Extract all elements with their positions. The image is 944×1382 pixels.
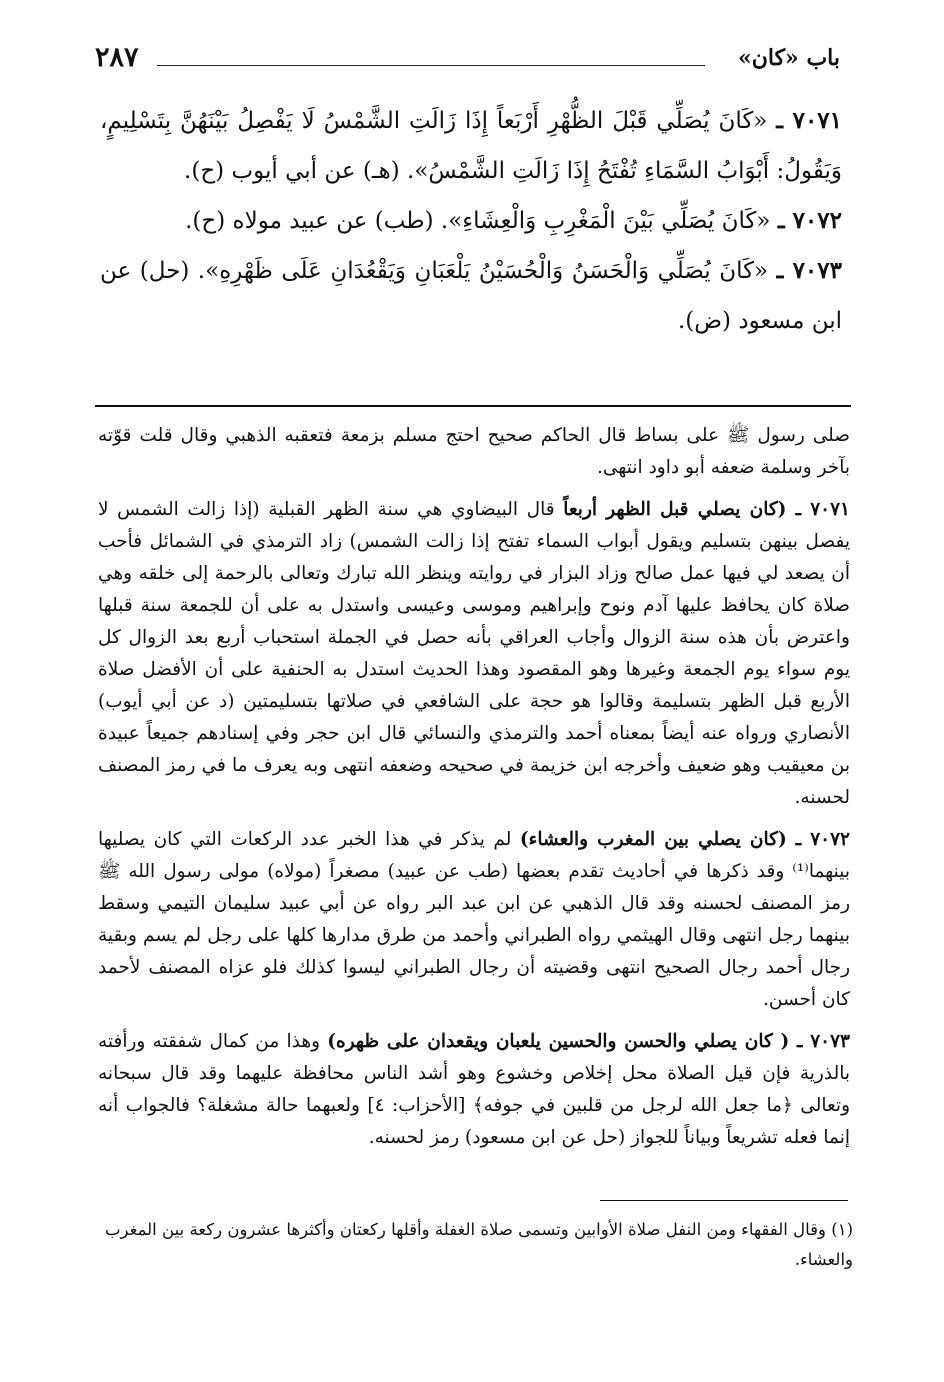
commentary-text: قال البيضاوي هي سنة الظهر القبلية (إذا زالت الشمس لا يفصل بينهن بتسليم ويقول أبواب السماء تفتح إذا زالت الشمس) زاد الترمذي في الشمائل فأحب أن يصعد لي فيها عمل صالح وزاد البزار في روايته وينظر الله تبارك وتعالى بالرحمة إلى خلقه وهي صلاة كان يحافظ عليها آدم ونوح وإبراهيم وموسى وعيسى واستدل به على أن للجمعة سنة قبلها واعترض بأن هذه سنة الزوال وأجاب العراقي بأنه حصل في الجملة استحباب أربع بعد الزوال كل يوم سواء يوم الجمعة وغيرها وهو المقصود وهذا الحديث استدل به الحنفية على أن الأفضل صلاة الأربع قبل الظهر بتسليمة وقالوا هو حجة على الشافعي في صلاتها بتسليمتين (د عن أبي أيوب) الأنصاري ورواه عنه أيضاً بمعناه أحمد والترمذي والنسائي قال ابن حجر وفي إسنادهم جميعاً عبيدة بن معيقيب وهو ضعيف وأخرجه ابن خزيمة في صحيحه وضعفه انتهى وبه يعرف ما في رمز المصنف لحسنه. bbox=[98, 499, 850, 808]
hadith-item bbox=[100, 196, 842, 246]
commentary-paragraph bbox=[98, 824, 850, 1016]
header-rule bbox=[157, 65, 705, 66]
hadith-list bbox=[100, 96, 842, 346]
commentary-section bbox=[98, 420, 850, 1164]
page-number: ٢٨٧ bbox=[95, 42, 139, 73]
hadith-item bbox=[100, 96, 842, 196]
hadith-text: «كَانَ يُصَلِّي بَيْنَ الْمَغْرِبِ وَالْعِشَاءِ». (طب) عن عبيد مولاه (ح). bbox=[185, 208, 771, 234]
hadith-number: ٧٠٧٣ ـ bbox=[776, 257, 842, 284]
commentary-lead: ٧٠٧٣ ـ ( كان يصلي والحسن والحسين يلعبان ويقعدان على ظهره) bbox=[327, 1031, 850, 1052]
commentary-paragraph bbox=[98, 494, 850, 814]
hadith-item bbox=[100, 246, 842, 346]
commentary-paragraph bbox=[98, 420, 850, 484]
hadith-text: «كَانَ يُصَلِّي وَالْحَسَنُ وَالْحُسَيْنُ يَلْعَبَانِ وَيَقْعُدَانِ عَلَى ظَهْرِهِ». (حل) عن ابن مسعود (ض). bbox=[100, 258, 842, 334]
hadith-text: «كَانَ يُصَلِّي قَبْلَ الظُّهْرِ أَرْبَعاً إِذَا زَالَتِ الشَّمْسُ لَا يَفْصِلُ بَيْنَهُنَّ بِتَسْلِيمٍ، وَيَقُولُ: أَبْوَابُ السَّمَاءِ تُفْتَحُ إِذَا زَالَتِ الشَّمْسُ». (هـ) عن أبي أيوب (ح). bbox=[100, 108, 842, 184]
commentary-lead: ٧٠٧١ ـ (كان يصلي قبل الظهر أربعاً bbox=[563, 499, 850, 520]
commentary-text: لم يذكر في هذا الخبر عدد الركعات التي كان يصليها بينهما⁽¹⁾ وقد ذكرها في أحاديث تقدم بعضها (طب عن عبيد) مصغراً (مولاه) مولى رسول الله ﷺ رمز المصنف لحسنه وقد قال الذهبي عن ابن عبد البر رواه عن أبي عبيد سليمان التيمي وسقط بينهما رجل انتهى وقال الهيثمي رواه الطبراني وأحمد من طرق مدارها كلها على رجل لم يسم وبقية رجال أحمد رجال الصحيح انتهى وقضيته أن رجال الطبراني ليسوا كذلك فلو عزاه المصنف لأحمد كان أحسن. bbox=[98, 829, 850, 1010]
commentary-paragraph bbox=[98, 1026, 850, 1154]
commentary-lead: ٧٠٧٢ ـ (كان يصلي بين المغرب والعشاء) bbox=[519, 829, 850, 850]
hadith-number: ٧٠٧١ ـ bbox=[776, 107, 843, 134]
page-header bbox=[95, 38, 840, 78]
footnote-rule bbox=[600, 1200, 848, 1201]
hadith-number: ٧٠٧٢ ـ bbox=[777, 207, 842, 234]
section-divider bbox=[95, 405, 851, 407]
commentary-text: وهذا من كمال شفقته ورأفته بالذرية فإن قيل الصلاة محل إخلاص وخشوع وهو أشد الناس محافظة عليهما وقد قال سبحانه وتعالى ﴿ما جعل الله لرجل من قلبين في جوفه﴾ [الأحزاب: ٤] ولعبهما حالة مشغلة؟ فالجواب أنه إنما فعله تشريعاً وبياناً للجواز (حل عن ابن مسعود) رمز لحسنه. bbox=[98, 1031, 851, 1148]
commentary-text: صلى رسول ﷺ على بساط قال الحاكم صحيح احتج مسلم بزمعة فتعقبه الذهبي وقال قلت قوّته بآخر وسلمة ضعفه أبو داود انتهى. bbox=[98, 425, 850, 478]
footnote: (١) وقال الفقهاء ومن النفل صلاة الأوابين وتسمى صلاة الغفلة وأقلها ركعتان وأكثرها عشرون ركعة بين المغرب والعشاء. bbox=[105, 1220, 853, 1269]
chapter-title: باب «كان» bbox=[737, 45, 840, 71]
